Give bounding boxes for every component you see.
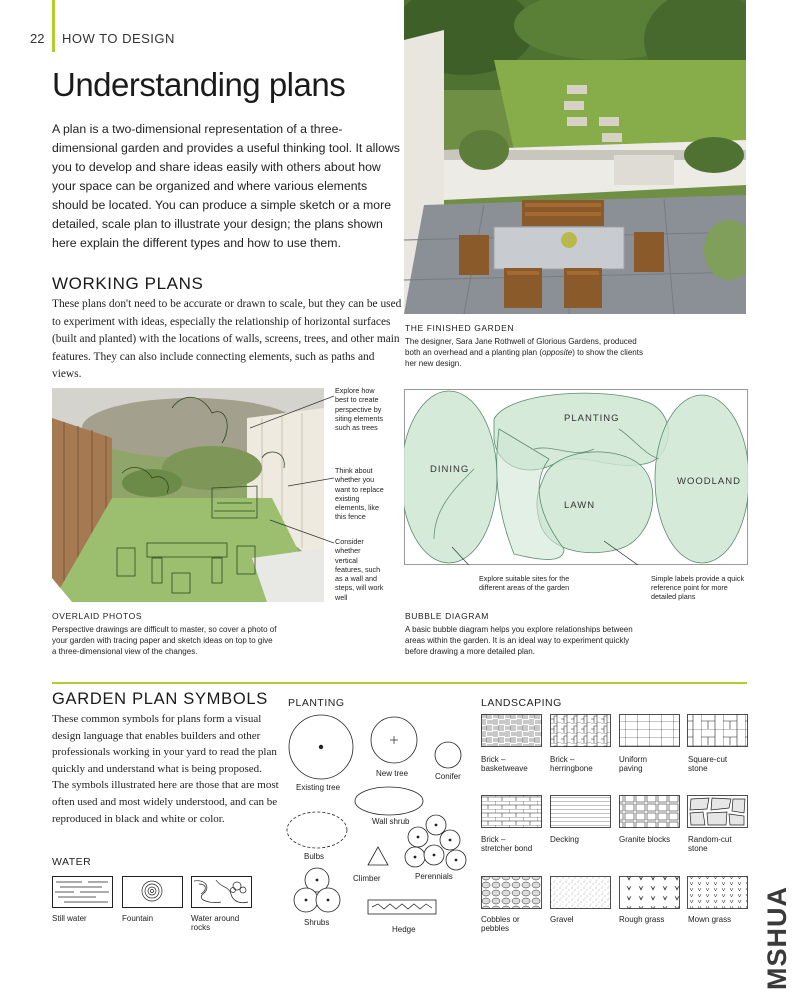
decking-label: Decking: [550, 835, 579, 844]
wall-shrub-symbol: [355, 787, 423, 815]
bubble-label-planting: PLANTING: [564, 413, 620, 424]
finished-garden-photo: [404, 0, 746, 314]
brick-herringbone-symbol: [551, 715, 611, 747]
bubble-note-1: Explore suitable sites for the different areas of the garden: [479, 574, 570, 592]
mown-grass-label: Mown grass: [688, 915, 732, 924]
overlaid-annotation-3: Consider whether vertical features, such as a wall and steps, will work well: [335, 537, 384, 602]
wall-shrub-label: Wall shrub: [372, 817, 410, 826]
uniform-paving-label: Uniform paving: [619, 755, 648, 773]
finished-garden-caption: [405, 336, 650, 369]
planting-heading: PLANTING: [288, 697, 345, 709]
decking-symbol: [551, 796, 611, 828]
bubble-caption-title: BUBBLE DIAGRAM: [405, 611, 489, 621]
bubble-diagram: [404, 389, 748, 565]
page-title: Understanding plans: [52, 66, 346, 103]
finished-garden-caption-pre: The designer, Sara Jane Rothwell of Glorious Gardens, produced both an overhead and a planting plan (: [405, 337, 637, 357]
water-around-rocks-symbol: [191, 876, 252, 908]
section-label: HOW TO DESIGN: [62, 31, 175, 46]
random-cut-stone-label: Random-cut stone: [688, 835, 732, 853]
landscaping-heading: LANDSCAPING: [481, 697, 562, 709]
rough-grass-label: Rough grass: [619, 915, 665, 924]
perennials-label: Perennials: [415, 872, 453, 881]
finished-garden-caption-em: opposite: [542, 348, 573, 357]
working-plans-body: These plans don't need to be accurate or drawn to scale, but they can be used to experiment with ideas, especially the relationship of horizontal surfaces (built and planted) with the locations of walls, screens, trees, and other main features. They can also include connecting elements, such as paths and views.: [52, 298, 402, 380]
uniform-paving-symbol: [620, 715, 680, 747]
overlaid-caption: Perspective drawings are difficult to master, so cover a photo of your garden with tracing paper and sketch ideas on top to give a three-dimensional view of the changes.: [52, 625, 277, 656]
fountain-symbol: [122, 876, 183, 908]
climber-label: Climber: [353, 874, 381, 883]
brick-stretcher-bond-symbol: [482, 796, 542, 828]
still-water-label: Still water: [52, 914, 87, 923]
symbols-heading: GARDEN PLAN SYMBOLS: [52, 690, 268, 708]
bulbs-label: Bulbs: [304, 852, 325, 861]
bubble-note-2: Simple labels provide a quick reference point for more detailed plans: [651, 574, 745, 601]
shrubs-symbol: [294, 868, 340, 912]
symbols-body: These common symbols for plans form a visual design language that enables builders and other professionals working in your yard to read the plan quickly and understand what is being proposed. The symbols illustrated here are those that are most often used and most widely understood, and can be reproduced in black and white or color.: [52, 713, 279, 825]
shrubs-label: Shrubs: [304, 918, 330, 927]
bubble-label-dining: DINING: [430, 464, 470, 475]
brick-basketweave-symbol: [482, 715, 542, 747]
bubble-dining: [404, 391, 497, 563]
overlaid-annotation-2: Think about whether you want to replace existing elements, like this fence: [335, 466, 384, 522]
existing-tree-label: Existing tree: [296, 783, 341, 792]
overlaid-annotation-1: Explore how best to create perspective by siting elements such as trees: [335, 386, 383, 433]
gravel-label: Gravel: [550, 915, 574, 924]
page-number: 22: [30, 31, 45, 46]
bubble-label-woodland: WOODLAND: [677, 476, 741, 487]
conifer-label: Conifer: [435, 772, 461, 781]
overlaid-caption-title: OVERLAID PHOTOS: [52, 611, 143, 621]
landscaping-symbols: [481, 713, 749, 913]
cobbles-symbol: [482, 877, 542, 909]
still-water-symbol: [52, 876, 113, 908]
header-accent-bar: [52, 0, 55, 52]
gravel-symbol: [551, 877, 611, 909]
water-around-rocks-label: Water around rocks: [191, 914, 240, 932]
square-cut-stone-label: Square-cut stone: [688, 755, 728, 773]
brick-basketweave-label: Brick – basketweave: [481, 755, 528, 773]
new-tree-label: New tree: [376, 769, 409, 778]
finished-garden-caption-post: ) to show the clients her new design.: [405, 348, 643, 368]
bubble-label-lawn: LAWN: [564, 500, 596, 511]
watermark: MSHUA: [762, 886, 792, 990]
section-divider: [52, 682, 747, 684]
climber-symbol: [368, 847, 388, 865]
working-plans-heading: WORKING PLANS: [52, 274, 204, 293]
brick-stretcher-bond-label: Brick – stretcher bond: [481, 835, 533, 853]
conifer-symbol: [435, 742, 461, 768]
square-cut-stone-symbol: [688, 715, 748, 747]
rough-grass-symbol: [620, 877, 680, 909]
intro-text: A plan is a two-dimensional representation of a three-dimensional garden and provides a useful thinking tool. It allows you to develop and share ideas easily with others about how your space can be organized and where various elements should be located. You can produce a simple sketch or a more detailed, scale plan to illustrate your design; the plans shown here explain the different types and how to use them.: [52, 122, 400, 250]
hedge-symbol: [368, 900, 436, 914]
hedge-label: Hedge: [392, 925, 416, 934]
fountain-label: Fountain: [122, 914, 154, 923]
overlaid-leader-lines: [240, 388, 340, 602]
finished-garden-caption-title: THE FINISHED GARDEN: [405, 323, 515, 333]
cobbles-label: Cobbles or pebbles: [481, 915, 520, 933]
granite-blocks-symbol: [620, 796, 680, 828]
mown-grass-symbol: [688, 877, 748, 909]
bubble-caption: A basic bubble diagram helps you explore relationships between areas within the garden. It is an ideal way to experiment quickly before drawing a more detailed plan.: [405, 625, 633, 656]
water-heading: WATER: [52, 856, 92, 868]
brick-herringbone-label: Brick – herringbone: [550, 755, 593, 773]
bulbs-symbol: [287, 812, 347, 848]
granite-blocks-label: Granite blocks: [619, 835, 671, 844]
